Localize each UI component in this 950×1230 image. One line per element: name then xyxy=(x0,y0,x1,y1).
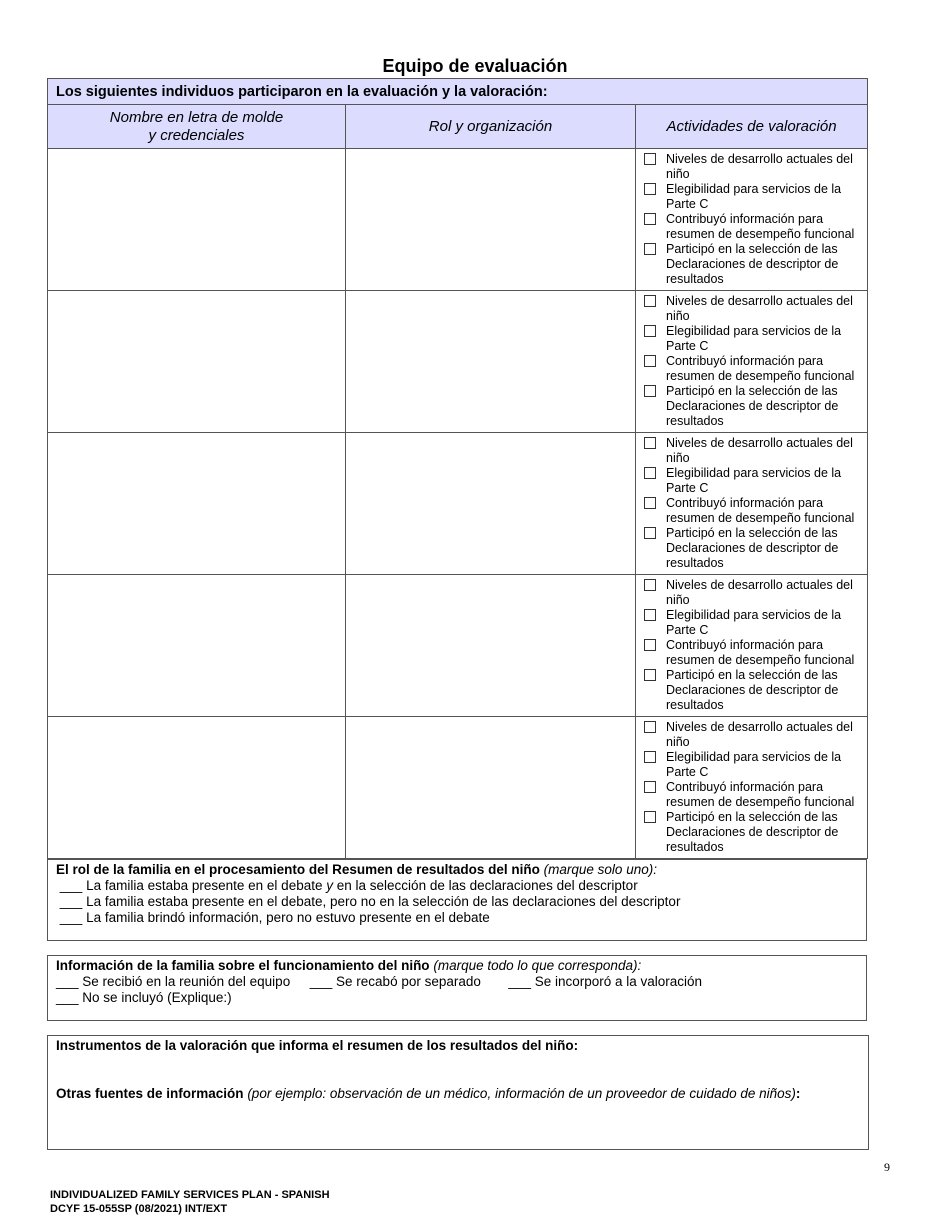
activities-cell xyxy=(636,149,868,291)
participant-name-cell[interactable] xyxy=(48,717,346,859)
activity-option[interactable] xyxy=(644,668,863,713)
family-role-heading: El rol de la familia en el procesamiento del Resumen de resultados del niño xyxy=(56,862,540,877)
activity-label: Niveles de desarrollo actuales del niño xyxy=(666,294,853,323)
activity-option[interactable] xyxy=(644,384,863,429)
participant-role-cell[interactable] xyxy=(346,433,636,575)
checkbox[interactable] xyxy=(644,183,656,195)
table-row xyxy=(48,149,868,291)
family-info-hint: (marque todo lo que corresponda): xyxy=(433,958,642,973)
footer-form-code: DCYF 15-055SP (08/2021) INT/EXT xyxy=(50,1203,228,1215)
checkbox[interactable] xyxy=(644,243,656,255)
activity-label: Participó en la selección de las Declaraciones de descriptor de resultados xyxy=(666,810,839,854)
activity-option[interactable] xyxy=(644,578,863,608)
activity-label: Niveles de desarrollo actuales del niño xyxy=(666,436,853,465)
family-role-section xyxy=(47,859,867,941)
activity-option[interactable] xyxy=(644,496,863,526)
checkbox[interactable] xyxy=(644,213,656,225)
checkbox[interactable] xyxy=(644,609,656,621)
checkbox[interactable] xyxy=(644,385,656,397)
activity-label: Contribuyó información para resumen de desempeño funcional xyxy=(666,212,855,241)
table-row xyxy=(48,433,868,575)
footer xyxy=(50,1188,330,1216)
activity-label: Participó en la selección de las Declaraciones de descriptor de resultados xyxy=(666,384,839,428)
page-number: 9 xyxy=(884,1160,890,1174)
activity-label: Contribuyó información para resumen de desempeño funcional xyxy=(666,780,855,809)
footer-form-name: INDIVIDUALIZED FAMILY SERVICES PLAN - SPANISH xyxy=(50,1189,330,1201)
checkbox[interactable] xyxy=(644,437,656,449)
participant-name-cell[interactable] xyxy=(48,149,346,291)
checkbox[interactable] xyxy=(644,467,656,479)
family-role-option-3[interactable]: ___ La familia brindó información, pero no estuvo presente en el debate xyxy=(59,910,490,925)
activities-cell xyxy=(636,291,868,433)
instruments-section xyxy=(47,1035,869,1150)
checkbox[interactable] xyxy=(644,639,656,651)
participant-name-cell[interactable] xyxy=(48,291,346,433)
family-role-option-2[interactable]: ___ La familia estaba presente en el debate, pero no en la selección de las declaraciones del descriptor xyxy=(59,894,681,909)
participant-role-cell[interactable] xyxy=(346,717,636,859)
activity-option[interactable] xyxy=(644,182,863,212)
activity-label: Elegibilidad para servicios de la Parte C xyxy=(666,466,842,495)
checkbox[interactable] xyxy=(644,579,656,591)
table-row xyxy=(48,291,868,433)
checkbox[interactable] xyxy=(644,811,656,823)
activity-option[interactable] xyxy=(644,436,863,466)
checkbox[interactable] xyxy=(644,355,656,367)
page-title: Equipo de evaluación xyxy=(382,56,568,76)
table-row xyxy=(48,575,868,717)
activity-label: Niveles de desarrollo actuales del niño xyxy=(666,152,853,181)
table-row xyxy=(48,717,868,859)
table-banner: Los siguientes individuos participaron en la evaluación y la valoración: xyxy=(48,79,868,105)
activity-option[interactable] xyxy=(644,810,863,855)
activity-option[interactable] xyxy=(644,294,863,324)
family-info-option-1[interactable]: ___ Se recibió en la reunión del equipo xyxy=(56,974,291,989)
activity-option[interactable] xyxy=(644,608,863,638)
activity-label: Contribuyó información para resumen de desempeño funcional xyxy=(666,496,855,525)
activity-option[interactable] xyxy=(644,720,863,750)
family-info-option-4[interactable]: ___ No se incluyó (Explique:) xyxy=(56,990,232,1005)
activity-label: Niveles de desarrollo actuales del niño xyxy=(666,578,853,607)
activity-label: Elegibilidad para servicios de la Parte C xyxy=(666,750,842,779)
checkbox[interactable] xyxy=(644,295,656,307)
other-sources-line: Otras fuentes de información (por ejemplo: observación de un médico, información de un proveedor de cuidado de niños): xyxy=(56,1086,801,1101)
activity-label: Elegibilidad para servicios de la Parte C xyxy=(666,182,842,211)
activity-label: Contribuyó información para resumen de desempeño funcional xyxy=(666,638,855,667)
activity-option[interactable] xyxy=(644,242,863,287)
activities-cell xyxy=(636,717,868,859)
activities-cell xyxy=(636,433,868,575)
family-info-section xyxy=(47,955,867,1021)
activity-label: Elegibilidad para servicios de la Parte C xyxy=(666,324,842,353)
family-role-hint: (marque solo uno): xyxy=(543,862,657,877)
checkbox[interactable] xyxy=(644,497,656,509)
activity-label: Elegibilidad para servicios de la Parte C xyxy=(666,608,842,637)
instruments-heading: Instrumentos de la valoración que informa el resumen de los resultados del niño: xyxy=(56,1038,579,1053)
checkbox[interactable] xyxy=(644,153,656,165)
activity-label: Participó en la selección de las Declaraciones de descriptor de resultados xyxy=(666,668,839,712)
activity-option[interactable] xyxy=(644,526,863,571)
participant-role-cell[interactable] xyxy=(346,575,636,717)
activities-cell xyxy=(636,575,868,717)
column-header-name: Nombre en letra de molde y credenciales xyxy=(48,105,346,149)
checkbox[interactable] xyxy=(644,527,656,539)
checkbox[interactable] xyxy=(644,751,656,763)
participant-name-cell[interactable] xyxy=(48,433,346,575)
activity-option[interactable] xyxy=(644,212,863,242)
column-header-role: Rol y organización xyxy=(346,105,636,149)
activity-label: Participó en la selección de las Declaraciones de descriptor de resultados xyxy=(666,242,839,286)
activity-label: Participó en la selección de las Declaraciones de descriptor de resultados xyxy=(666,526,839,570)
participant-role-cell[interactable] xyxy=(346,291,636,433)
activity-label: Niveles de desarrollo actuales del niño xyxy=(666,720,853,749)
activity-option[interactable] xyxy=(644,638,863,668)
activity-option[interactable] xyxy=(644,466,863,496)
activity-option[interactable] xyxy=(644,152,863,182)
checkbox[interactable] xyxy=(644,669,656,681)
activity-option[interactable] xyxy=(644,354,863,384)
family-info-option-3[interactable]: ___ Se incorporó a la valoración xyxy=(508,974,703,989)
checkbox[interactable] xyxy=(644,325,656,337)
checkbox[interactable] xyxy=(644,781,656,793)
evaluation-team-table xyxy=(47,78,868,859)
column-header-activities: Actividades de valoración xyxy=(636,105,868,149)
participant-name-cell[interactable] xyxy=(48,575,346,717)
activity-label: Contribuyó información para resumen de desempeño funcional xyxy=(666,354,855,383)
participant-role-cell[interactable] xyxy=(346,149,636,291)
activity-option[interactable] xyxy=(644,780,863,810)
family-role-option-1[interactable]: ___ La familia estaba presente en el debate y en la selección de las declaraciones del descriptor xyxy=(59,878,638,893)
family-info-option-2[interactable]: ___ Se recabó por separado xyxy=(309,974,481,989)
activity-option[interactable] xyxy=(644,750,863,780)
family-info-heading: Información de la familia sobre el funcionamiento del niño xyxy=(56,958,430,973)
activity-option[interactable] xyxy=(644,324,863,354)
checkbox[interactable] xyxy=(644,721,656,733)
